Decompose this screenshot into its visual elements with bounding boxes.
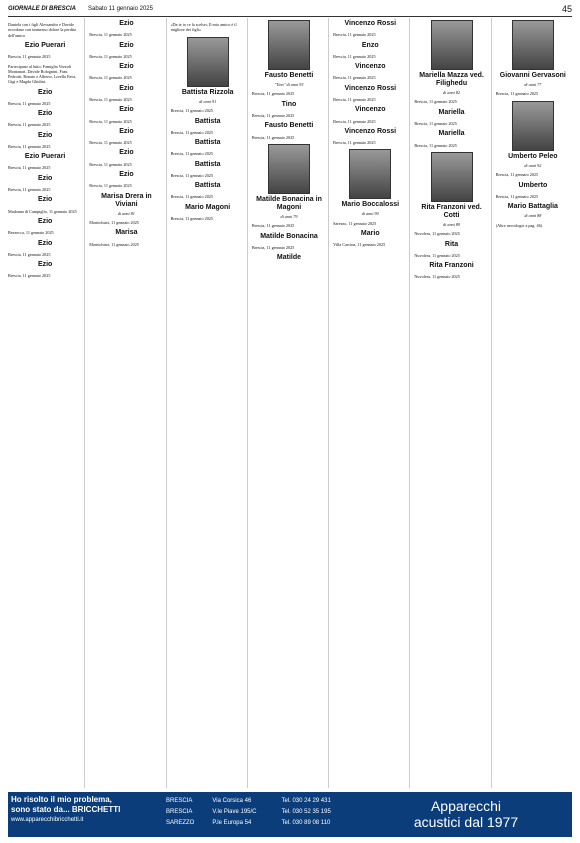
deceased-name: Matilde Bonacina in Magoni: [256, 195, 322, 211]
deceased-name: Mariella: [438, 130, 465, 138]
notice-text: Brescia, 11 gennaio 2025: [251, 134, 295, 140]
ad-tel: Tel. 030 89 08 110: [281, 820, 331, 826]
notice-text: Brescia, 11 gennaio 2025: [170, 151, 213, 157]
deceased-name: Mario Battaglia: [507, 203, 558, 211]
deceased-name: Vincenzo: [354, 106, 386, 114]
deceased-name: Ezio: [119, 171, 134, 179]
notice-text: Brescia, 11 gennaio 2025: [89, 32, 132, 38]
notice-text: Brescia, 11 gennaio 2025: [8, 143, 51, 149]
ad-addresses: [160, 792, 360, 837]
notice-text: Bezzecca, 11 gennaio 2025: [8, 230, 54, 236]
ad-tel: Tel. 030 24 29 431: [281, 798, 331, 804]
notice-text: Nuvolera, 11 gennaio 2025: [414, 252, 460, 258]
deceased-name: Ezio: [119, 63, 134, 71]
notice-text: Brescia, 11 gennaio 2025: [251, 91, 295, 97]
ad-bricchetti[interactable]: [8, 792, 160, 837]
deceased-name: Marisa Drera in Viviani: [101, 192, 152, 208]
notice-text: Brescia, 11 gennaio 2025: [495, 172, 539, 178]
column-5: [333, 18, 410, 788]
portrait-photo: [512, 20, 554, 70]
notice-text: Brescia, 11 gennaio 2025: [333, 53, 376, 59]
deceased-name: Battista: [194, 117, 221, 125]
notice-text: Brescia, 11 gennaio 2025: [333, 118, 376, 124]
portrait-photo: [349, 149, 391, 199]
notice-text: Brescia, 11 gennaio 2025: [251, 223, 295, 229]
notice-text: Brescia, 11 gennaio 2025: [8, 251, 51, 257]
deceased-name: Matilde Bonacina: [260, 232, 318, 240]
deceased-name: Ezio: [37, 131, 53, 139]
ad-addr: Via Corsica 46: [212, 798, 252, 804]
notice-text: Brescia, 11 gennaio 2025: [89, 96, 132, 102]
deceased-name: Enzo: [361, 41, 379, 49]
column-6: [414, 18, 491, 788]
deceased-name: Fausto Benetti: [264, 72, 314, 79]
notice-text: Brescia, 11 gennaio 2025: [170, 216, 213, 222]
deceased-name: Vincenzo Rossi: [344, 20, 397, 27]
deceased-name: Ezio: [119, 127, 134, 135]
notice-text: Brescia, 11 gennaio 2025: [251, 244, 295, 250]
column-3: [171, 18, 248, 788]
deceased-name: Ezio: [37, 110, 53, 118]
column-1: [8, 18, 85, 788]
deceased-name: Tino: [281, 100, 297, 108]
age-line: di anni 92: [524, 162, 542, 168]
ad-city: BRESCIA: [166, 798, 193, 804]
deceased-name: Ezio: [37, 218, 53, 226]
notice-text: Brescia, 11 gennaio 2025: [89, 161, 132, 167]
deceased-name: Ezio: [119, 106, 134, 114]
age-line: di anni 90: [361, 211, 379, 217]
age-line: di anni 88: [524, 213, 542, 219]
deceased-name: Ezio Puerari: [24, 153, 66, 161]
deceased-name: Mario Magoni: [185, 203, 231, 211]
portrait-photo: [187, 37, 229, 87]
deceased-name: Ezio: [37, 239, 53, 247]
notice-text: Brescia, 11 gennaio 2025: [89, 75, 132, 81]
ad-address-row: [164, 818, 356, 829]
notice-text: Madonna di Campiglio, 11 gennaio 2025: [8, 208, 77, 214]
column-4: [252, 18, 329, 788]
deceased-name: Ezio: [119, 20, 134, 27]
deceased-name: Battista: [194, 139, 221, 147]
deceased-name: Rita Franzoni: [429, 262, 474, 270]
ad-apparecchi[interactable]: [360, 792, 572, 837]
notice-text: Brescia, 11 gennaio 2025: [333, 75, 376, 81]
ad-line-2: sono stato da... BRICCHETTI: [11, 805, 121, 814]
notice-text: Brescia, 11 gennaio 2025: [89, 118, 132, 124]
deceased-name: Ezio: [119, 41, 134, 49]
deceased-name: Matilde: [276, 254, 302, 262]
notice-text: (Altre necrologie a pag. 46): [495, 222, 543, 228]
deceased-name: Rita: [444, 240, 459, 248]
notice-text: Daniela con i figli Alessandro e Davide ricordano con immenso dolore la perdita dell'amico: [8, 22, 77, 38]
deceased-name: Battista: [194, 182, 221, 190]
page-number: 45: [561, 4, 572, 14]
notice-text: Brescia, 11 gennaio 2025: [89, 140, 132, 146]
notice-text: Nuvolera, 11 gennaio 2025: [414, 274, 460, 280]
deceased-name: Battista: [194, 160, 221, 168]
notice-text: Brescia, 11 gennaio 2025: [251, 112, 295, 118]
ad-right-line-2: acustici dal 1977: [413, 814, 519, 830]
deceased-name: Rita Franzoni ved. Cotti: [421, 203, 482, 219]
deceased-name: Mario: [360, 230, 380, 238]
ad-address-row: [164, 807, 356, 818]
age-line: "Tino" di anni 93: [274, 82, 304, 87]
column-7: [496, 18, 572, 788]
notice-text: Brescia, 11 gennaio 2025: [414, 120, 457, 126]
ad-addr: P.le Europa 54: [212, 820, 252, 826]
notice-text: Sarezzo, 11 gennaio 2025: [333, 220, 377, 226]
deceased-name: Fausto Benetti: [264, 122, 314, 130]
portrait-photo: [512, 101, 554, 151]
notice-text: Montichiari, 11 gennaio 2025: [89, 220, 139, 226]
ad-address-row: [164, 796, 356, 807]
deceased-name: Mario Boccalossi: [341, 201, 400, 209]
notice-text: Brescia, 11 gennaio 2025: [8, 54, 51, 60]
deceased-name: Ezio: [37, 196, 53, 204]
notice-text: Brescia, 11 gennaio 2025: [89, 183, 132, 189]
deceased-name: Ezio: [37, 174, 53, 182]
ad-city: SAREZZO: [166, 820, 195, 826]
notice-text: «Da te io ce la scelse» Il mio amico è il migliore dei figli»: [170, 22, 237, 33]
notice-text: Nuvolera, 11 gennaio 2025: [414, 231, 460, 237]
age-line: di anni 91: [199, 98, 217, 104]
notice-text: Brescia, 11 gennaio 2025: [8, 122, 51, 128]
age-line: di anni 89: [443, 221, 461, 227]
notice-text: Brescia, 11 gennaio 2025: [495, 91, 539, 97]
portrait-photo: [431, 152, 473, 202]
deceased-name: Ezio: [119, 84, 134, 92]
deceased-name: Umberto: [518, 181, 548, 189]
issue-date: Sabato 11 gennaio 2025: [88, 6, 153, 12]
notice-text: Brescia, 11 gennaio 2025: [170, 194, 213, 200]
portrait-photo: [268, 20, 310, 70]
deceased-name: Ezio Puerari: [24, 41, 66, 49]
deceased-name: Vincenzo Rossi: [344, 127, 397, 135]
notice-text: Brescia, 11 gennaio 2025: [414, 99, 457, 105]
notice-text: Brescia, 11 gennaio 2025: [89, 53, 132, 59]
deceased-name: Battista Rizzola: [181, 88, 234, 96]
notice-text: Brescia, 11 gennaio 2025: [170, 129, 213, 135]
notice-text: Brescia, 11 gennaio 2025: [8, 187, 51, 193]
notice-text: Brescia, 11 gennaio 2025: [170, 172, 213, 178]
notice-text: Partecipano al lutto: Famiglia Vezzoli Montanari, Davide Bolognini, Fam. Pedrotti, Renato e Alberto, Lorella Fava, Gigi e Magda Ghidini.: [8, 63, 77, 85]
age-line: di anni 81: [117, 210, 135, 216]
deceased-name: Umberto Peleo: [508, 152, 558, 160]
notice-text: Brescia, 11 gennaio 2025: [333, 32, 376, 38]
age-line: di anni 77: [524, 82, 542, 87]
age-line: di anni 79: [280, 213, 298, 219]
notice-text: Brescia, 11 gennaio 2025: [8, 273, 51, 279]
deceased-name: Giovanni Gervasoni: [499, 72, 566, 79]
deceased-name: Marisa: [115, 229, 138, 237]
deceased-name: Ezio: [119, 149, 134, 157]
deceased-name: Ezio: [37, 88, 53, 96]
ad-url[interactable]: www.apparecchibricchetti.it: [11, 817, 84, 823]
notice-text: Brescia, 11 gennaio 2025: [8, 100, 51, 106]
notice-text: Brescia, 11 gennaio 2025: [414, 142, 457, 148]
portrait-photo: [268, 144, 310, 194]
ad-tel: Tel. 030 52 35 195: [281, 809, 331, 815]
notice-text: Villa Carcina, 11 gennaio 2025: [333, 242, 386, 248]
obituary-columns: [8, 18, 572, 788]
notice-text: Brescia, 11 gennaio 2025: [8, 165, 51, 171]
portrait-photo: [431, 20, 473, 70]
age-line: di anni 82: [443, 90, 461, 95]
ad-city: BRESCIA: [166, 809, 193, 815]
deceased-name: Vincenzo Rossi: [344, 84, 397, 92]
ad-line-1: Ho risolto il mio problema,: [11, 795, 112, 804]
notice-text: Brescia, 11 gennaio 2025: [333, 96, 376, 102]
ad-right-line-1: Apparecchi: [430, 798, 502, 814]
newspaper-name: GIORNALE DI BRESCIA: [8, 6, 77, 12]
deceased-name: Vincenzo: [354, 63, 386, 71]
notice-text: Montichiari, 11 gennaio 2025: [89, 241, 139, 247]
page-header: [8, 4, 572, 17]
deceased-name: Ezio: [37, 261, 53, 269]
notice-text: Brescia, 11 gennaio 2025: [170, 108, 213, 114]
notice-text: Brescia, 11 gennaio 2025: [495, 193, 539, 199]
column-2: [89, 18, 166, 788]
notice-text: Brescia, 11 gennaio 2025: [333, 140, 376, 146]
ad-addr: V.le Piave 195/C: [212, 809, 257, 815]
deceased-name: Mariella: [438, 108, 465, 116]
deceased-name: Mariella Mazza ved. Filighedu: [419, 72, 484, 87]
